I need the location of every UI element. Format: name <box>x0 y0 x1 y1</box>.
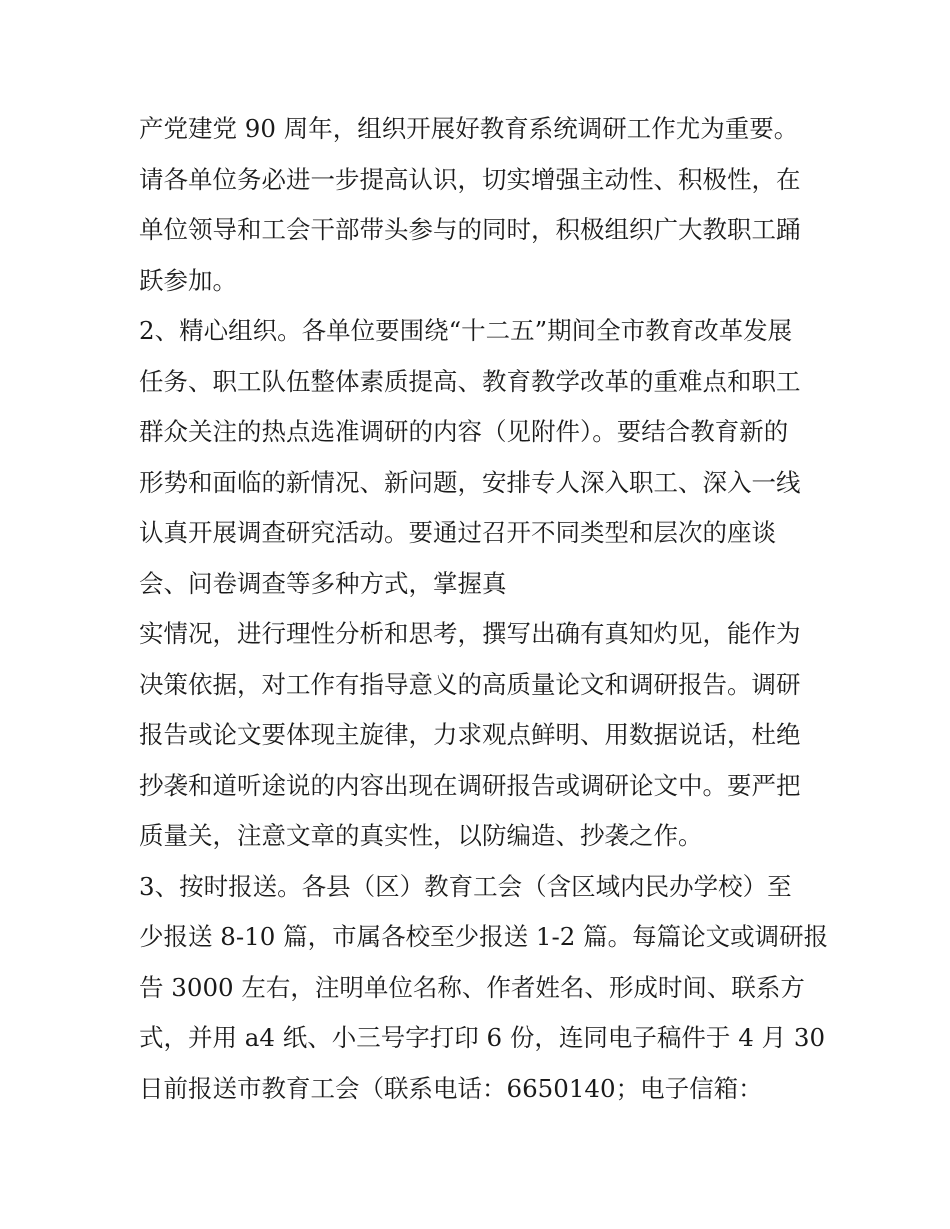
text-line: 决策依据，对工作有指导意义的高质量论文和调研报告。调研 <box>139 669 801 699</box>
text-line: 式，并用 a4 纸、小三号字打印 6 份，连同电子稿件于 4 月 30 <box>139 1023 826 1052</box>
text-line: 实情况，进行理性分析和思考，撰写出确有真知灼见，能作为 <box>139 619 801 648</box>
text-line: 跃参加。 <box>139 265 237 295</box>
text-line: 形势和面临的新情况、新问题，安排专人深入职工、深入一线 <box>139 467 801 497</box>
text-line: 认真开展调查研究活动。要通过召开不同类型和层次的座谈 <box>139 518 776 547</box>
text-line: 质量关，注意文章的真实性，以防编造、抄袭之作。 <box>139 821 703 850</box>
text-line: 请各单位务必进一步提高认识，切实增强主动性、积极性，在 <box>139 164 801 194</box>
text-line: 2、精心组织。各单位要围绕“十二五”期间全市教育改革发展 <box>139 316 793 345</box>
body-text <box>139 104 829 1114</box>
text-line: 任务、职工队伍整体素质提高、教育教学改革的重难点和职工 <box>139 366 801 396</box>
text-line: 产党建党 90 周年，组织开展好教育系统调研工作尤为重要。 <box>139 114 799 143</box>
text-line: 抄袭和道听途说的内容出现在调研报告或调研论文中。要严把 <box>139 770 801 800</box>
text-line: 群众关注的热点选准调研的内容（见附件）。要结合教育新的 <box>139 417 789 446</box>
text-line: 会、问卷调查等多种方式，掌握真 <box>139 568 507 598</box>
text-line: 日前报送市教育工会（联系电话：6650140；电子信箱： <box>139 1073 763 1103</box>
text-line: 报告或论文要体现主旋律，力求观点鲜明、用数据说话，杜绝 <box>139 720 801 749</box>
text-line: 告 3000 左右，注明单位名称、作者姓名、形成时间、联系方 <box>139 972 805 1002</box>
text-line: 少报送 8-10 篇，市属各校至少报送 1-2 篇。每篇论文或调研报 <box>139 922 829 951</box>
text-line: 单位领导和工会干部带头参与的同时，积极组织广大教职工踊 <box>139 215 801 244</box>
text-line: 3、按时报送。各县（区）教育工会（含区域内民办学校）至 <box>139 871 792 901</box>
